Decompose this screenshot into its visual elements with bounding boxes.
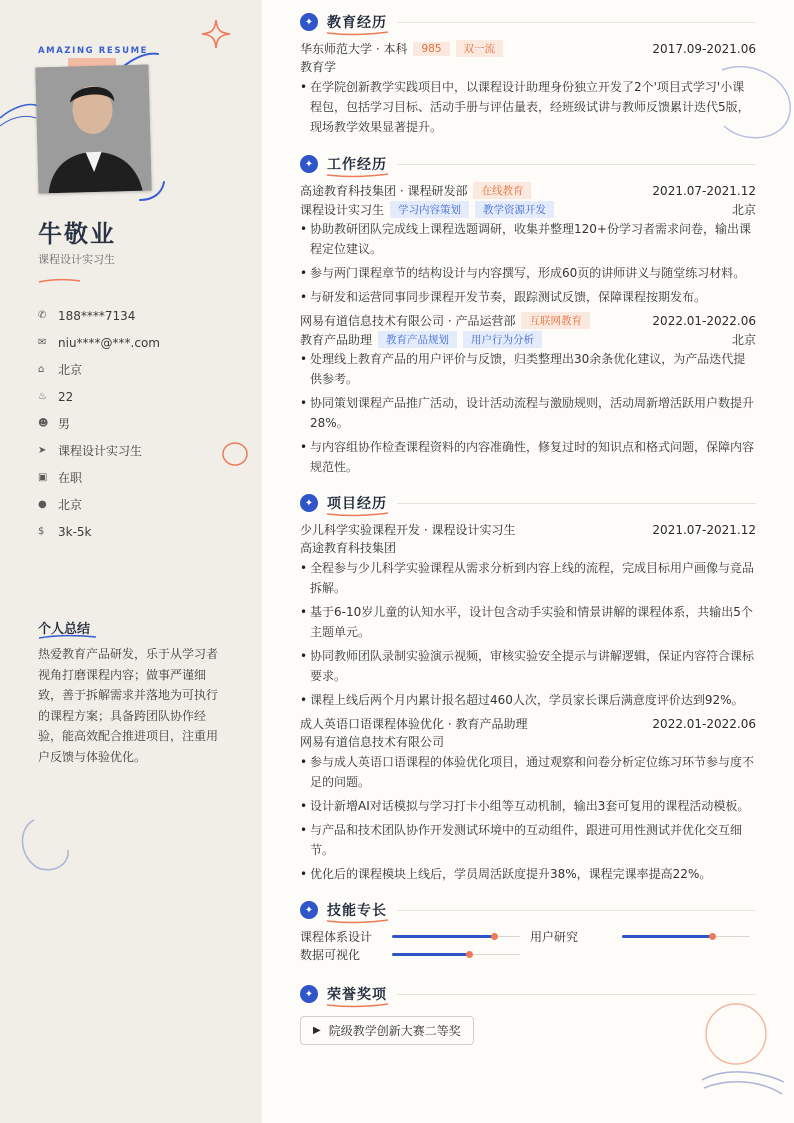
title-underline <box>326 172 390 178</box>
skill-bar-fill <box>392 935 494 938</box>
mail-icon: ✉ <box>38 337 47 348</box>
job-date: 2021.07-2021.12 <box>652 183 756 198</box>
contact-phone <box>38 302 248 329</box>
list-item: • 协同策划课程产品推广活动，设计活动流程与激励规则，活动周新增活跃用户数提升28%。 <box>300 393 756 433</box>
skills-grid <box>300 928 756 968</box>
skills-section <box>300 898 756 968</box>
contact-age <box>38 383 248 410</box>
profile-photo <box>35 65 151 194</box>
project-org: 网易有道信息技术有限公司 <box>300 735 445 749</box>
education-section <box>300 10 756 141</box>
skill-bar <box>392 950 520 960</box>
divider <box>397 164 756 165</box>
job-position: 教育产品助理 <box>300 333 373 347</box>
contact-status <box>38 464 248 491</box>
contact-position <box>38 437 248 464</box>
skill-tag: 学习内容策划 <box>390 201 469 218</box>
summary-underline <box>38 634 98 640</box>
work-section <box>300 152 756 481</box>
face-icon: ☻ <box>38 418 49 429</box>
job-entry <box>300 181 756 307</box>
contact-value: 北京 <box>58 498 83 512</box>
title-underline <box>326 918 390 924</box>
summary-text: 热爱教育产品研发，乐于从学习者视角打磨课程内容；做事严谨细致，善于拆解需求并落地为可执行的课程方案；具备跨团队协作经验，能高效配合推进项目，注重用户反馈与体验优化。 <box>38 647 219 764</box>
sparkle-icon: ✦ <box>300 985 318 1003</box>
list-item: • 与产品和技术团队协作开发测试环境中的互动组件，跟进可用性测试并优化交互细节。 <box>300 820 756 860</box>
education-bullets <box>300 77 756 137</box>
project-header <box>300 520 756 539</box>
skill-item <box>300 946 520 963</box>
brand-label: AMAZING RESUME <box>38 46 149 56</box>
industry-tag: 在线教育 <box>473 182 531 199</box>
project-date: 2022.01-2022.06 <box>652 716 756 731</box>
divider <box>397 994 756 995</box>
project-bullets <box>300 752 756 884</box>
job-bullets <box>300 219 756 307</box>
list-item: • 设计新增AI对话模拟与学习打卡小组等互动机制，输出3套可复用的课程活动模板。 <box>300 796 756 816</box>
location-icon: ● <box>38 499 47 510</box>
skill-name: 用户研究 <box>530 930 579 944</box>
section-header <box>300 491 756 515</box>
skill-tag: 教学资源开发 <box>475 201 554 218</box>
award-list <box>300 1012 756 1045</box>
job-entry <box>300 311 756 477</box>
industry-tag: 互联网教育 <box>521 312 590 329</box>
title-underline <box>326 1002 390 1008</box>
money-icon: $ <box>38 526 45 537</box>
contact-home <box>38 356 248 383</box>
list-item: • 优化后的课程模块上线后，学员周活跃度提升38%，课程完课率提高22%。 <box>300 864 756 884</box>
job-subheader <box>300 330 756 349</box>
contact-value: 男 <box>58 417 71 431</box>
divider <box>397 503 756 504</box>
project-entry <box>300 714 756 884</box>
major: 教育学 <box>300 60 337 74</box>
job-date: 2022.01-2022.06 <box>652 313 756 328</box>
divider <box>397 22 756 23</box>
contact-salary <box>38 518 248 545</box>
divider <box>397 910 756 911</box>
phone-icon: ✆ <box>38 310 47 321</box>
job-bullets <box>300 349 756 477</box>
swirl-doodle-icon <box>12 812 76 876</box>
projects-section <box>300 491 756 888</box>
skill-bar-knob <box>709 933 716 940</box>
list-item: • 协同教师团队录制实验演示视频，审核实验安全提示与讲解逻辑，保证内容符合课标要求。 <box>300 646 756 686</box>
star-doodle-icon <box>200 18 236 54</box>
sparkle-icon: ✦ <box>300 494 318 512</box>
skill-tag: 用户行为分析 <box>463 331 542 348</box>
title-underline <box>326 511 390 517</box>
job-city: 北京 <box>731 333 756 347</box>
school-tag: 双一流 <box>456 40 504 57</box>
play-icon: ▶ <box>313 1025 321 1036</box>
contact-value: niu****@***.com <box>58 335 160 350</box>
project-name: 成人英语口语课程体验优化 · 教育产品助理 <box>300 717 528 731</box>
job-position: 课程设计实习生 <box>300 203 385 217</box>
skill-bar-fill <box>622 935 712 938</box>
contact-gender <box>38 410 248 437</box>
award-name: 院级教学创新大赛二等奖 <box>328 1024 461 1038</box>
contact-value: 188****7134 <box>58 308 136 323</box>
education-row <box>300 39 756 58</box>
sparkle-icon: ✦ <box>300 13 318 31</box>
skill-name: 课程体系设计 <box>300 930 373 944</box>
project-bullets <box>300 558 756 710</box>
job-header <box>300 181 756 200</box>
briefcase-icon: ▣ <box>38 472 48 483</box>
job-city: 北京 <box>731 203 756 217</box>
section-title: 项目经历 <box>327 496 387 512</box>
contact-value: 在职 <box>58 471 83 485</box>
skill-item <box>300 928 520 945</box>
section-header <box>300 152 756 176</box>
project-header <box>300 714 756 733</box>
section-header <box>300 10 756 34</box>
contact-email <box>38 329 248 356</box>
award-badge <box>300 1016 474 1045</box>
cake-icon: ♨ <box>38 391 47 402</box>
skill-name: 数据可视化 <box>300 948 361 962</box>
contact-list <box>38 302 248 545</box>
project-date: 2021.07-2021.12 <box>652 522 756 537</box>
skill-bar-fill <box>392 953 469 956</box>
skill-item <box>530 928 750 945</box>
name-underline <box>38 278 82 284</box>
list-item: • 参与成人英语口语课程的体验优化项目，通过观察和问卷分析定位练习环节参与度不足的问题。 <box>300 752 756 792</box>
company-name: 高途教育科技集团 · 课程研发部 <box>300 184 468 198</box>
title-underline <box>326 30 390 36</box>
education-date: 2017.09-2021.06 <box>652 41 756 56</box>
contact-city <box>38 491 248 518</box>
project-org: 高途教育科技集团 <box>300 541 397 555</box>
project-name: 少儿科学实验课程开发 · 课程设计实习生 <box>300 523 516 537</box>
sparkle-icon: ✦ <box>300 901 318 919</box>
job-header <box>300 311 756 330</box>
candidate-name: 牛敬业 <box>38 220 116 248</box>
awards-section <box>300 982 756 1045</box>
section-title: 荣誉奖项 <box>327 987 387 1003</box>
summary-title: 个人总结 <box>38 622 91 637</box>
list-item: • 处理线上教育产品的用户评价与反馈，归类整理出30余条优化建议，为产品迭代提供参考。 <box>300 349 756 389</box>
skill-bar-knob <box>491 933 498 940</box>
company-name: 网易有道信息技术有限公司 · 产品运营部 <box>300 314 516 328</box>
contact-value: 课程设计实习生 <box>58 444 143 458</box>
contact-value: 22 <box>58 389 74 404</box>
list-item: • 协助教研团队完成线上课程选题调研，收集并整理120+份学习者需求问卷，输出课程定位建议。 <box>300 219 756 259</box>
list-item: • 在学院创新教学实践项目中，以课程设计助理身份独立开发了2个'项目式学习'小课程包，包括学习目标、活动手册与评估量表，经班级试讲与教师反馈累计迭代5版，现场教学效果显著提升。 <box>300 77 756 137</box>
job-subheader <box>300 200 756 219</box>
list-item: • 基于6-10岁儿童的认知水平，设计包含动手实验和情景讲解的课程体系，共输出5个主题单元。 <box>300 602 756 642</box>
skill-bar <box>622 932 750 942</box>
candidate-role: 课程设计实习生 <box>38 253 115 266</box>
section-header <box>300 898 756 922</box>
sidebar <box>0 0 262 1123</box>
skill-bar-knob <box>466 951 473 958</box>
list-item: • 参与两门课程章节的结构设计与内容撰写，形成60页的讲师讲义与随堂练习材料。 <box>300 263 756 283</box>
skill-tag: 教育产品规划 <box>378 331 457 348</box>
school-tag: 985 <box>413 42 449 56</box>
send-icon: ➤ <box>38 445 47 456</box>
section-header <box>300 982 756 1006</box>
list-item: • 课程上线后两个月内累计报名超过460人次，学员家长课后满意度评价达到92%。 <box>300 690 756 710</box>
list-item: • 与内容组协作检查课程资料的内容准确性，修复过时的知识点和格式问题，保障内容规范性。 <box>300 437 756 477</box>
skill-bar <box>392 932 520 942</box>
list-item: • 与研发和运营同事同步课程开发节奏，跟踪测试反馈，保障课程按期发布。 <box>300 287 756 307</box>
sparkle-icon: ✦ <box>300 155 318 173</box>
school-name: 华东师范大学 · 本科 <box>300 42 408 56</box>
section-title: 技能专长 <box>327 903 387 919</box>
section-title: 教育经历 <box>327 15 387 31</box>
project-entry <box>300 520 756 710</box>
contact-value: 北京 <box>58 363 83 377</box>
home-icon: ⌂ <box>38 364 45 375</box>
section-title: 工作经历 <box>327 157 387 173</box>
contact-value: 3k-5k <box>58 524 92 539</box>
list-item: • 全程参与少儿科学实验课程从需求分析到内容上线的流程，完成目标用户画像与竞品拆解。 <box>300 558 756 598</box>
